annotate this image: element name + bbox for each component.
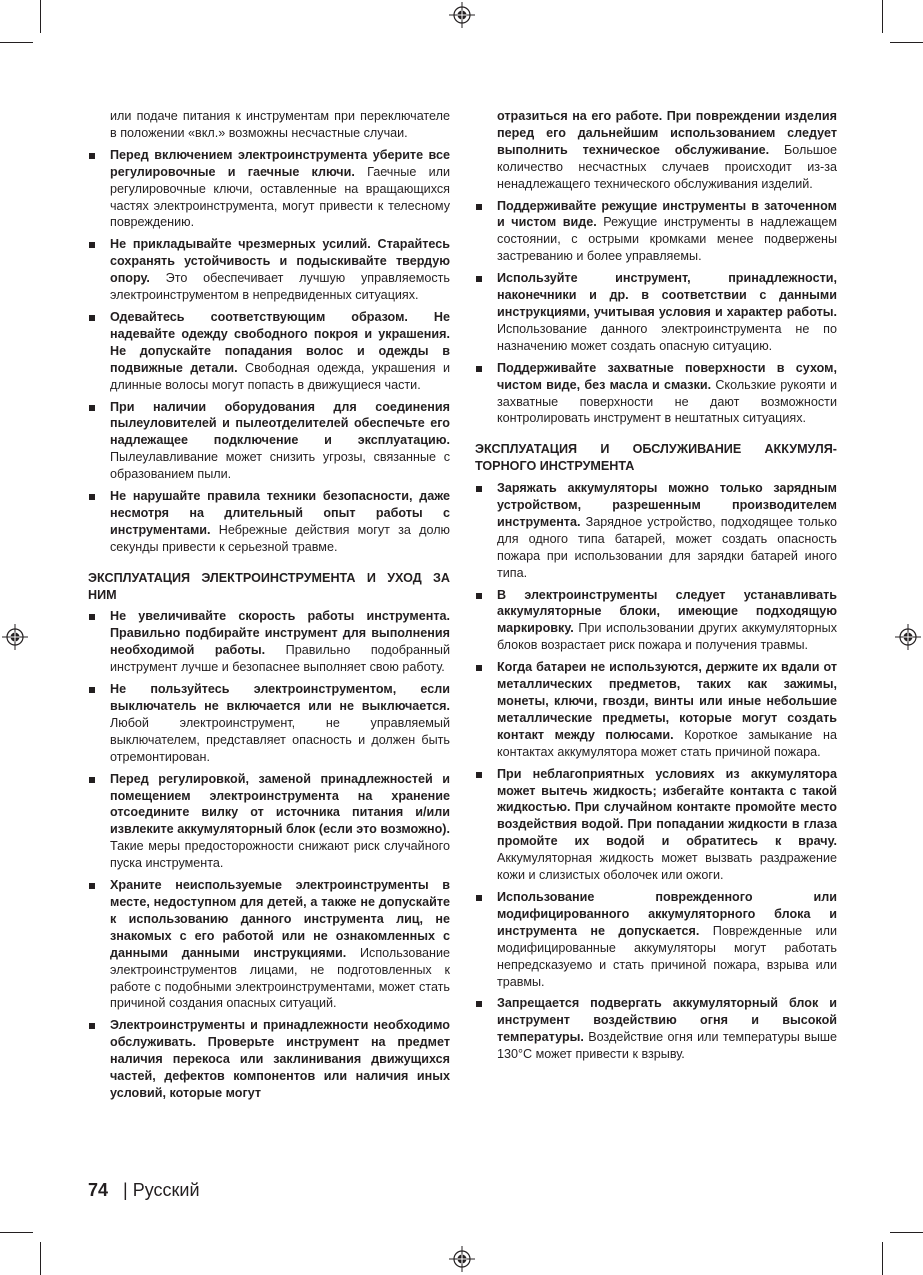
item-text: Использование электроинструментов лицами, не подготовленных к работе с подобными электроинструментами, может стать причиной создания опасных ситуаций.: [110, 945, 450, 1011]
registration-mark-top-icon: [449, 2, 475, 28]
item-text: Небрежные действия могут за долю секунды привести к серьезной травме.: [110, 522, 450, 554]
section-heading: ЭКСПЛУАТАЦИЯ И ОБСЛУЖИВАНИЕ АККУМУЛЯ-ТОРНОГО ИНСТРУМЕНТА: [475, 442, 837, 474]
item-bold-text: Перед включением электроинструмента уберите все регулировочные и гаечные ключи.: [110, 147, 450, 179]
item-text: Режущие инструменты в надлежащем состоянии, с острыми кромками менее подвержены застреванию и более управляемы.: [497, 215, 837, 264]
item-text: Воздействие огня или температуры выше 130°C может привести к взрыву.: [497, 1030, 837, 1062]
list-item: [88, 771, 450, 872]
list-item: [475, 198, 837, 266]
registration-mark-bottom-icon: [449, 1246, 475, 1272]
crop-mark-top-left-v: [40, 0, 41, 33]
crop-mark-bottom-left-h: [0, 1232, 33, 1233]
item-bold-text: При наличии оборудования для соединения пылеуловителей и пылеотделителей обеспечьте его надлежащее подключение и эксплуатацию.: [110, 399, 450, 448]
item-bold-text: В электроинструменты следует устанавливать аккумуляторные блоки, имеющие подходящую маркировку.: [497, 587, 837, 636]
bullet-icon: [89, 687, 95, 693]
list-item: [88, 608, 450, 676]
crop-mark-top-right-h: [890, 42, 923, 43]
list-item: [88, 488, 450, 556]
item-text: Пылеулавливание может снизить угрозы, связанные с образованием пыли.: [110, 450, 450, 482]
item-bold-text: Использование поврежденного или модифицированного аккумуляторного блока и инструмента не допускается.: [497, 889, 837, 938]
bullet-icon: [476, 772, 482, 778]
item-text: При использовании других аккумуляторных блоков возрастает риск пожара и получения травмы.: [497, 621, 837, 653]
right-column: [475, 108, 837, 1068]
list-item: [475, 480, 837, 581]
bullet-icon: [89, 242, 95, 248]
item-bold-text: Не прикладывайте чрезмерных усилий. Старайтесь сохранять устойчивость и подыскивайте твердую опору.: [110, 237, 450, 286]
paragraph-bold-text: отразиться на его работе. При повреждении изделия перед его дальнейшим использованием следует выполнить техническое обслуживание.: [497, 109, 837, 157]
list-item: [475, 659, 837, 760]
crop-mark-bottom-right-v: [882, 1242, 883, 1275]
left-column: [88, 108, 450, 1107]
item-bold-text: Не пользуйтесь электроинструментом, если выключатель не включается или не выключается.: [110, 682, 450, 713]
registration-mark-right-icon: [895, 624, 921, 650]
registration-mark-left-icon: [2, 624, 28, 650]
crop-mark-bottom-left-v: [40, 1242, 41, 1275]
list-item: [88, 236, 450, 304]
footer-language: Русский: [132, 1180, 200, 1200]
item-bold-text: Перед регулировкой, заменой принадлежностей и помещением электроинструмента на хранение отсоедините вилку от источника питания и/или извлеките аккумуляторный блок (если это возможно).: [110, 771, 450, 837]
list-item: [475, 360, 837, 428]
bullet-icon: [476, 665, 482, 671]
crop-mark-top-right-v: [882, 0, 883, 33]
bullet-icon: [476, 593, 482, 599]
bullet-icon: [89, 1023, 95, 1029]
list-item: [88, 1017, 450, 1102]
list-item: [475, 766, 837, 884]
paragraph: или подаче питания к инструментам при переключателе в положении «вкл.» возможны несчастные случаи.: [110, 109, 450, 140]
bullet-icon: [476, 895, 482, 901]
item-bold-text: Поддерживайте режущие инструменты в заточенном и чистом виде.: [497, 198, 837, 230]
item-text: Аккумуляторная жидкость может вызвать раздражение кожи и слизистых оболочек или ожоги.: [497, 851, 837, 883]
item-text: Поврежденные или модифицированные аккумуляторы могут работать непредсказуемо и стать причиной пожара, взрыва или травмы.: [497, 923, 837, 989]
item-text: Гаечные или регулировочные ключи, оставленные на вращающихся частях электроинструмента, могут привести к телесному повреждению.: [110, 164, 450, 230]
paragraph: [475, 108, 837, 193]
bullet-icon: [89, 494, 95, 500]
item-text: Такие меры предосторожности снижают риск случайного пуска инструмента.: [110, 839, 450, 871]
bullet-icon: [89, 614, 95, 620]
bullet-icon: [89, 153, 95, 159]
item-bold-text: Заряжать аккумуляторы можно только зарядным устройством, разрешенным производителем инструмента.: [497, 481, 837, 529]
item-bold-text: Электроинструменты и принадлежности необходимо обслуживать. Проверьте инструмент на предмет наличия перекоса или заклинивания движущихся частей, дефектов компонентов или наличия иных условий, которые могут: [110, 1018, 450, 1100]
list-item: [88, 399, 450, 484]
bullet-icon: [476, 366, 482, 372]
page-footer: [88, 1180, 200, 1201]
item-bold-text: Храните неиспользуемые электроинструменты в месте, недоступном для детей, а также не допускайте к использованию данного инструмента лиц, не знакомых с его работой или не ознакомленных с данными данными инструкциями.: [110, 878, 450, 960]
list-item: [475, 995, 837, 1063]
item-text: Короткое замыкание на контактах аккумулятора может стать причиной пожара.: [497, 727, 837, 759]
item-bold-text: Запрещается подвергать аккумуляторный блок и инструмент воздействию огня и высокой температуры.: [497, 996, 837, 1045]
crop-mark-bottom-right-h: [890, 1232, 923, 1233]
bullet-icon: [89, 315, 95, 321]
footer-separator: |: [123, 1180, 128, 1200]
item-text: Использование данного электроинструмента не по назначению может создать опасную ситуацию.: [497, 321, 837, 353]
item-bold-text: Когда батареи не используются, держите их вдали от металлических предметов, таких как зажимы, монеты, ключи, гвозди, винты или иные небольшие металлические предметы, которые могут создать контакт между полюсами.: [497, 660, 837, 742]
bullet-icon: [89, 777, 95, 783]
bullet-icon: [476, 1001, 482, 1007]
page-number: 74: [88, 1180, 109, 1200]
item-bold-text: Используйте инструмент, принадлежности, наконечники и др. в соответствии с данными инструкциями, учитывая условия и характер работы.: [497, 271, 837, 319]
crop-mark-top-left-h: [0, 42, 33, 43]
item-text: Правильно подобранный инструмент лучше и безопаснее выполняет свою работу.: [110, 643, 450, 675]
paragraph-text: Большое количество несчастных случаев происходит из-за ненадлежащего технического обслуживания изделий.: [497, 142, 837, 191]
item-text: Это обеспечивает лучшую управляемость электроинструментом в непредвиденных ситуациях.: [110, 271, 450, 303]
item-bold-text: При неблагоприятных условиях из аккумулятора может вытечь жидкость; избегайте контакта с такой жидкостью. При случайном контакте промойте место воздействия водой. При попадании жидкости в глаза промойте их водой и обратитесь к врачу.: [497, 766, 837, 849]
item-bold-text: Поддерживайте захватные поверхности в сухом, чистом виде, без масла и смазки.: [497, 360, 837, 392]
list-item: [88, 877, 450, 1012]
list-item: [475, 270, 837, 355]
bullet-icon: [476, 486, 482, 492]
item-bold-text: Не нарушайте правила техники безопасности, даже несмотря на длительный опыт работы с инструментами.: [110, 489, 450, 537]
list-item: [475, 889, 837, 990]
bullet-icon: [89, 883, 95, 889]
item-text: Свободная одежда, украшения и длинные волосы могут попасть в движущиеся части.: [110, 360, 450, 392]
section-heading: ЭКСПЛУАТАЦИЯ ЭЛЕКТРОИНСТРУМЕНТА И УХОД ЗА НИМ: [88, 570, 450, 602]
list-item: [88, 309, 450, 394]
list-item: [88, 147, 450, 232]
bullet-icon: [89, 405, 95, 411]
list-item: [88, 681, 450, 766]
item-bold-text: Не увеличивайте скорость работы инструмента. Правильно подбирайте инструмент для выполнения необходимой работы.: [110, 609, 450, 658]
item-bold-text: Одевайтесь соответствующим образом. Не надевайте одежду свободного покроя и украшения. Не допускайте попадания волос и одежды в подвижные детали.: [110, 309, 450, 375]
list-item: [475, 587, 837, 655]
bullet-icon: [476, 276, 482, 282]
item-text: Любой электроинструмент, не управляемый выключателем, представляет опасность и должен быть отремонтирован.: [110, 715, 450, 764]
bullet-icon: [476, 204, 482, 210]
item-text: Зарядное устройство, подходящее только для одного типа батарей, может создать опасность пожара при использовании для зарядки батарей иного типа.: [497, 514, 837, 580]
item-text: Скользкие рукояти и захватные поверхности не дают возможности контролировать инструмент в нештатных ситуациях.: [497, 377, 837, 426]
